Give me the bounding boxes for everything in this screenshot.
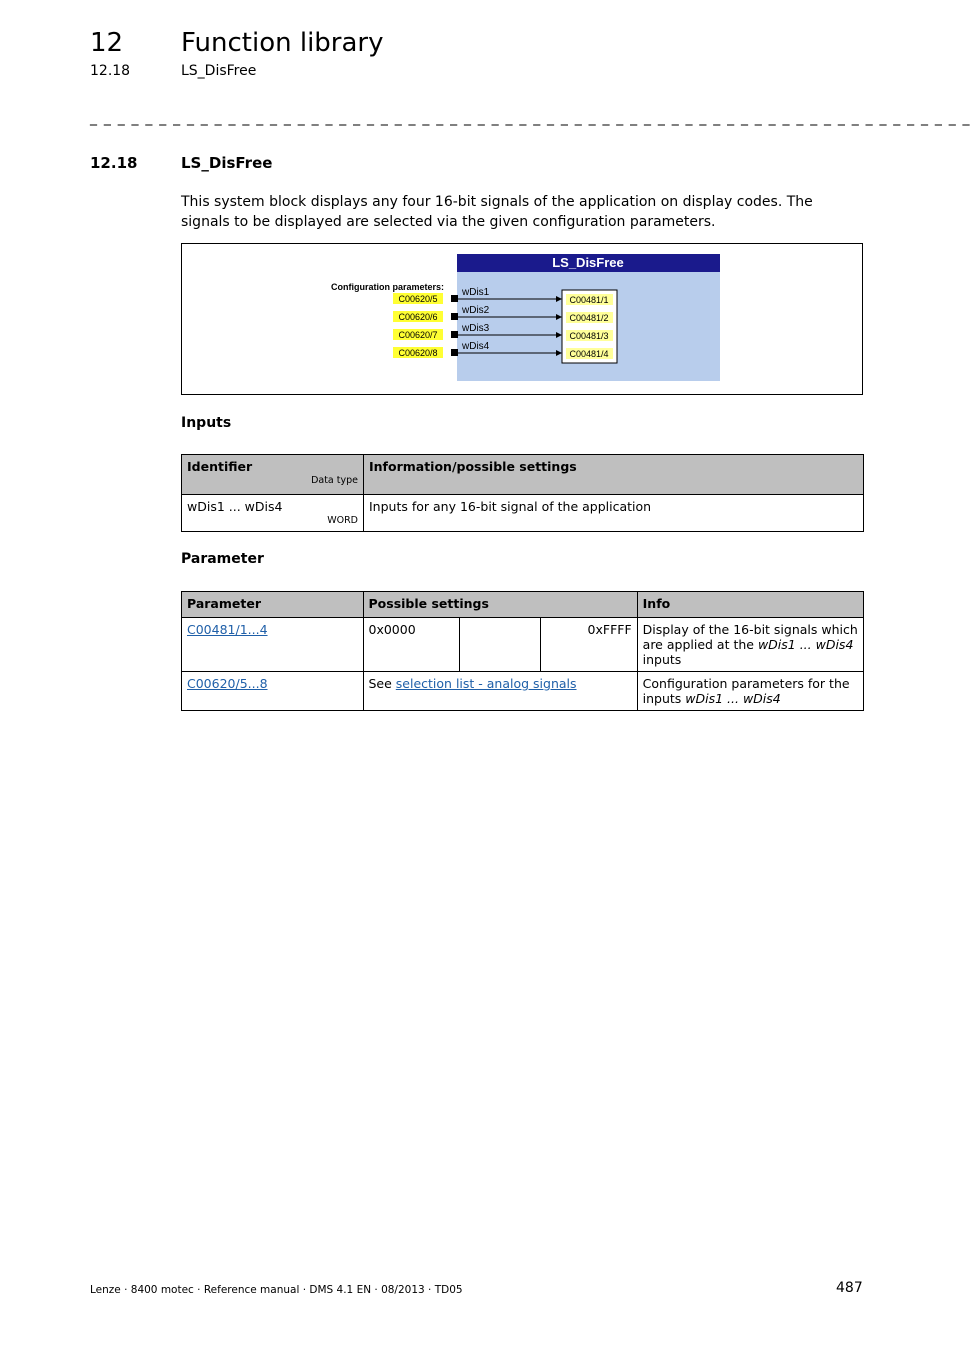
identifier-cell	[182, 495, 364, 532]
param-info-cell	[637, 672, 863, 711]
diagram-svg	[182, 244, 862, 394]
inputs-heading: Inputs	[181, 415, 232, 431]
info-header-label: Information/possible settings	[369, 459, 577, 474]
info-text-em: wDis1 ... wDis4	[757, 637, 854, 652]
empty-cell	[460, 618, 541, 672]
identifier-header	[182, 455, 364, 495]
identifier-header-label: Identifier	[187, 459, 253, 474]
display-code-1[interactable]: C00481/1	[569, 295, 609, 305]
max-cell	[540, 618, 637, 672]
config-code-1[interactable]: C00620/5	[398, 294, 438, 304]
config-code-2[interactable]: C00620/6	[398, 312, 438, 322]
input-label-1: wDis1	[462, 287, 490, 298]
param-info-header	[637, 592, 863, 618]
function-block-diagram	[181, 243, 863, 395]
param-info-cell	[637, 618, 863, 672]
min-cell	[363, 618, 460, 672]
datatype-header-label: Data type	[311, 475, 358, 486]
chapter-number: 12	[90, 28, 124, 58]
block-title: LS_DisFree	[552, 255, 624, 270]
datatype-value: WORD	[327, 515, 358, 526]
param-info-header-label: Info	[642, 596, 671, 611]
parameter-header-label: Parameter	[187, 596, 261, 611]
settings-cell	[363, 672, 637, 711]
parameter-link-c00620[interactable]: C00620/5...8	[187, 676, 268, 691]
footer-document-info: Lenze · 8400 motec · Reference manual · DMS 4.1 EN · 08/2013 · TD05	[90, 1284, 463, 1296]
display-code-3[interactable]: C00481/3	[569, 331, 609, 341]
table-row	[182, 495, 864, 532]
input-label-4: wDis4	[462, 341, 490, 352]
parameter-link-c00481[interactable]: C00481/1...4	[187, 622, 268, 637]
info-text-a: Display of the 16-bit signals which are applied at the	[642, 622, 858, 652]
inputs-table	[181, 454, 864, 532]
subchapter-number: 12.18	[90, 63, 131, 79]
info-value: Inputs for any 16-bit signal of the application	[369, 499, 652, 514]
settings-header	[363, 592, 637, 618]
identifier-value: wDis1 ... wDis4	[187, 499, 283, 514]
info-text-em: wDis1 ... wDis4	[685, 691, 781, 706]
input-pin-4	[451, 349, 458, 356]
inputs-table-header	[182, 455, 864, 495]
info-text-b: inputs	[642, 652, 682, 667]
page-number: 487	[836, 1280, 863, 1296]
see-text: See	[368, 676, 396, 691]
config-parameters-label: Configuration parameters:	[330, 282, 444, 292]
input-label-3: wDis3	[462, 323, 490, 334]
header-separator: _ _ _ _ _ _ _ _ _ _ _ _ _ _ _ _ _ _ _ _ _ _ _ _ _ _ _ _ _ _ _ _ _ _ _ _ _ _ _ _ _ _ _ _ _ _ _ _ _ _ _ _ _ _ _ _ _ _ _ _ _ _ _ _	[90, 110, 971, 126]
chapter-title: Function library	[181, 28, 384, 58]
input-label-2: wDis2	[462, 305, 490, 316]
table-row	[182, 618, 864, 672]
config-code-4[interactable]: C00620/8	[398, 348, 438, 358]
min-value: 0x0000	[368, 622, 416, 637]
parameter-header	[182, 592, 364, 618]
info-cell	[364, 495, 864, 532]
section-number: 12.18	[90, 154, 138, 172]
input-pin-2	[451, 313, 458, 320]
display-code-4[interactable]: C00481/4	[569, 349, 609, 359]
parameter-heading: Parameter	[181, 551, 264, 567]
input-pin-3	[451, 331, 458, 338]
info-header	[364, 455, 864, 495]
parameter-table-header	[182, 592, 864, 618]
table-row	[182, 672, 864, 711]
intro-paragraph: This system block displays any four 16-bit signals of the application on display codes. The signals to be displayed are selected via the given configuration parameters.	[181, 194, 813, 230]
section-title: LS_DisFree	[181, 154, 273, 172]
parameter-table	[181, 591, 864, 711]
param-cell	[182, 618, 364, 672]
info-text-a: Configuration parameters for the inputs	[642, 676, 850, 706]
selection-list-link[interactable]: selection list - analog signals	[395, 676, 577, 691]
settings-header-label: Possible settings	[368, 596, 489, 611]
display-code-2[interactable]: C00481/2	[569, 313, 609, 323]
subchapter-title: LS_DisFree	[181, 63, 257, 79]
max-value: 0xFFFF	[587, 622, 632, 637]
input-pin-1	[451, 295, 458, 302]
config-code-3[interactable]: C00620/7	[398, 330, 438, 340]
param-cell	[182, 672, 364, 711]
